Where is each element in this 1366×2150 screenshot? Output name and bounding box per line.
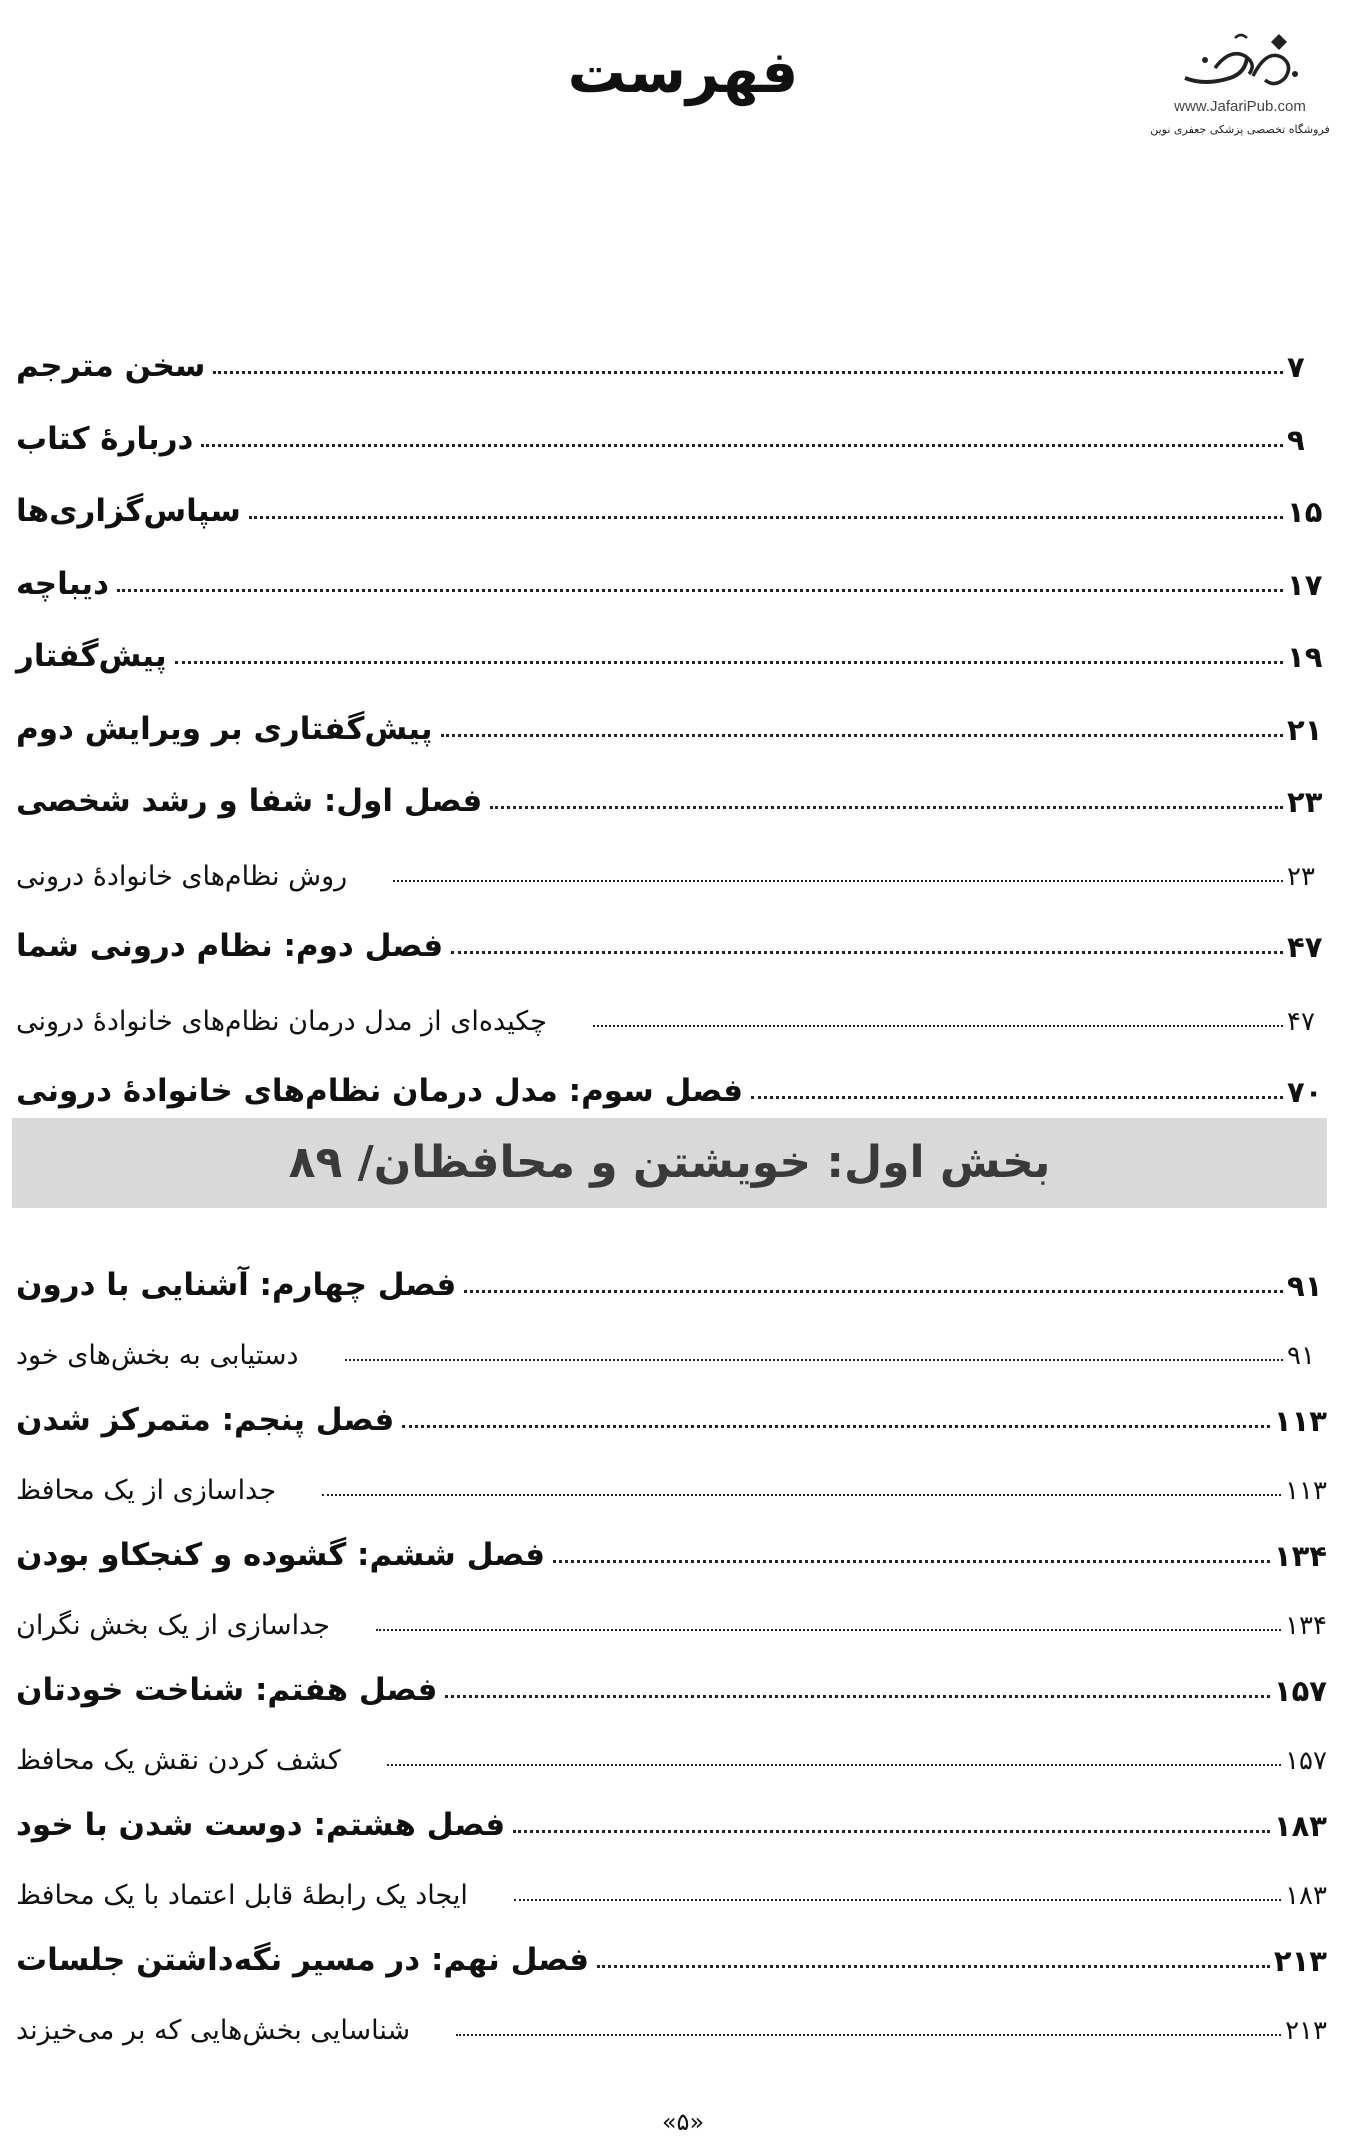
dot-leader: [402, 1425, 1270, 1428]
toc-subentry: [12, 1722, 1327, 1776]
toc-entry-page: ۱۷: [1287, 567, 1323, 602]
dot-leader: [513, 1830, 1270, 1833]
toc-entry-title: جداسازی از یک بخش نگران: [16, 1609, 330, 1641]
toc-entry-page: ۲۱۳: [1285, 2015, 1327, 2046]
toc-entry-page: ۲۱۳: [1273, 1944, 1327, 1978]
dot-leader: [376, 1629, 1281, 1631]
toc-entry-page: ۹۱: [1287, 1340, 1315, 1371]
toc-entry: [12, 548, 1327, 602]
toc-entry-title: فصل چهارم: آشنایی با درون: [16, 1267, 457, 1303]
dot-leader: [345, 1359, 1283, 1361]
toc-entry-page: ۹: [1287, 422, 1305, 457]
toc-entry-title: فصل اول: شفا و رشد شخصی: [16, 783, 483, 819]
toc-entry-page: ۱۵۷: [1285, 1745, 1327, 1776]
dot-leader: [117, 589, 1283, 592]
toc-entry-page: ۹۱: [1287, 1269, 1323, 1303]
toc-entry-page: ۷: [1287, 350, 1305, 384]
toc-entry-page: ۱۵: [1287, 495, 1323, 529]
toc-entry-title: روش نظام‌های خانوادهٔ درونی: [16, 860, 348, 892]
toc-entry: [12, 910, 1327, 964]
toc-entry: [12, 620, 1327, 674]
toc-entry-page: ۱۱۳: [1273, 1404, 1327, 1438]
toc-entry-page: ۴۷: [1287, 930, 1323, 964]
dot-leader: [751, 1096, 1283, 1099]
toc-subentry: [12, 1992, 1327, 2046]
toc-entry: [12, 693, 1327, 747]
toc-entry-page: ۱۹: [1287, 640, 1323, 674]
toc-entry-page: ۲۳: [1287, 785, 1323, 819]
toc-entry-title: پیش‌گفتاری بر ویرایش دوم: [16, 710, 433, 747]
toc-entry-title: چکیده‌ای از مدل درمان نظام‌های خانوادهٔ درونی: [16, 1005, 547, 1037]
toc-entry: [12, 1654, 1327, 1708]
toc-entry-page: ۱۱۳: [1285, 1475, 1327, 1506]
dot-leader: [175, 661, 1283, 664]
toc-entry-title: دیباچه: [16, 565, 109, 602]
dot-leader: [201, 444, 1283, 447]
toc-entry-title: فصل هفتم: شناخت خودتان: [16, 1672, 438, 1708]
toc-entry-title: فصل سوم: مدل درمان نظام‌های خانوادهٔ درونی: [16, 1073, 744, 1109]
dot-leader: [249, 516, 1283, 519]
toc-entry-page: ۱۵۷: [1273, 1674, 1327, 1708]
toc-entry: [12, 1055, 1327, 1109]
toc-entry: [12, 403, 1327, 457]
dot-leader: [445, 1695, 1269, 1698]
toc-entry: [12, 1384, 1327, 1438]
toc-entry: [12, 1789, 1327, 1843]
toc-entry-title: پیش‌گفتار: [16, 638, 167, 674]
toc-entry-title: شناسایی بخش‌هایی که بر می‌خیزند: [16, 2014, 411, 2046]
toc-entry-title: دستیابی به بخش‌های خود: [16, 1339, 299, 1371]
toc-entry-title: کشف کردن نقش یک محافظ: [16, 1744, 341, 1776]
toc-entry-title: فصل دوم: نظام درونی شما: [16, 928, 444, 964]
toc-entry-page: ۱۸۳: [1285, 1880, 1327, 1911]
toc-entry-page: ۴۷: [1287, 1006, 1315, 1037]
toc-entry-title: فصل هشتم: دوست شدن با خود: [16, 1807, 506, 1843]
dot-leader: [322, 1494, 1281, 1496]
toc-entry-title: جداسازی از یک محافظ: [16, 1474, 277, 1506]
toc-subentry: [12, 983, 1327, 1037]
toc-entry-title: فصل ششم: گشوده و کنجکاو بودن: [16, 1537, 546, 1573]
toc-entry-page: ۲۳: [1287, 861, 1315, 892]
toc-subentry: [12, 1452, 1327, 1506]
toc-subentry: [12, 838, 1327, 892]
toc-entry-title: سپاس‌گزاری‌ها: [16, 493, 241, 529]
toc-entry: [12, 765, 1327, 819]
section-heading: بخش اول: خویشتن و محافظان/ ۸۹: [12, 1118, 1327, 1208]
publisher-tagline: فروشگاه تخصصی پزشکی جعفری نوین: [1150, 123, 1330, 136]
toc-entry-title: فصل نهم: در مسیر نگه‌داشتن جلسات: [16, 1942, 590, 1978]
toc-subentry: [12, 1857, 1327, 1911]
toc-entry-title: ایجاد یک رابطهٔ قابل اعتماد با یک محافظ: [16, 1879, 468, 1911]
publisher-url: www.JafariPub.com: [1174, 98, 1306, 115]
dot-leader: [490, 806, 1283, 809]
toc-subentry: [12, 1587, 1327, 1641]
dot-leader: [553, 1560, 1270, 1563]
toc-entry: [12, 1519, 1327, 1573]
toc-entry: [12, 330, 1327, 384]
toc-entry: [12, 1924, 1327, 1978]
toc-entry: [12, 475, 1327, 529]
toc-entry-title: دربارهٔ کتاب: [16, 420, 194, 457]
page-title: فهرست: [567, 38, 799, 106]
dot-leader: [597, 1965, 1270, 1968]
dot-leader: [387, 1764, 1281, 1766]
toc-entry: [12, 1249, 1327, 1303]
dot-leader: [456, 2034, 1281, 2036]
toc-entry-page: ۱۳۴: [1273, 1539, 1327, 1573]
toc-entry-page: ۱۸۳: [1273, 1809, 1327, 1843]
toc-entry-title: فصل پنجم: متمرکز شدن: [16, 1402, 395, 1438]
toc-entry-page: ۷۰: [1287, 1075, 1323, 1109]
dot-leader: [464, 1290, 1283, 1293]
toc-entry-page: ۱۳۴: [1285, 1610, 1327, 1641]
dot-leader: [441, 734, 1284, 737]
dot-leader: [451, 951, 1283, 954]
dot-leader: [514, 1899, 1281, 1901]
dot-leader: [393, 880, 1283, 882]
toc-entry-title: سخن مترجم: [16, 348, 206, 384]
dot-leader: [213, 371, 1283, 374]
toc-subentry: [12, 1317, 1327, 1371]
dot-leader: [593, 1025, 1283, 1027]
toc-entry-page: ۲۱: [1287, 712, 1323, 747]
page-number: «۵»: [661, 2108, 705, 2136]
